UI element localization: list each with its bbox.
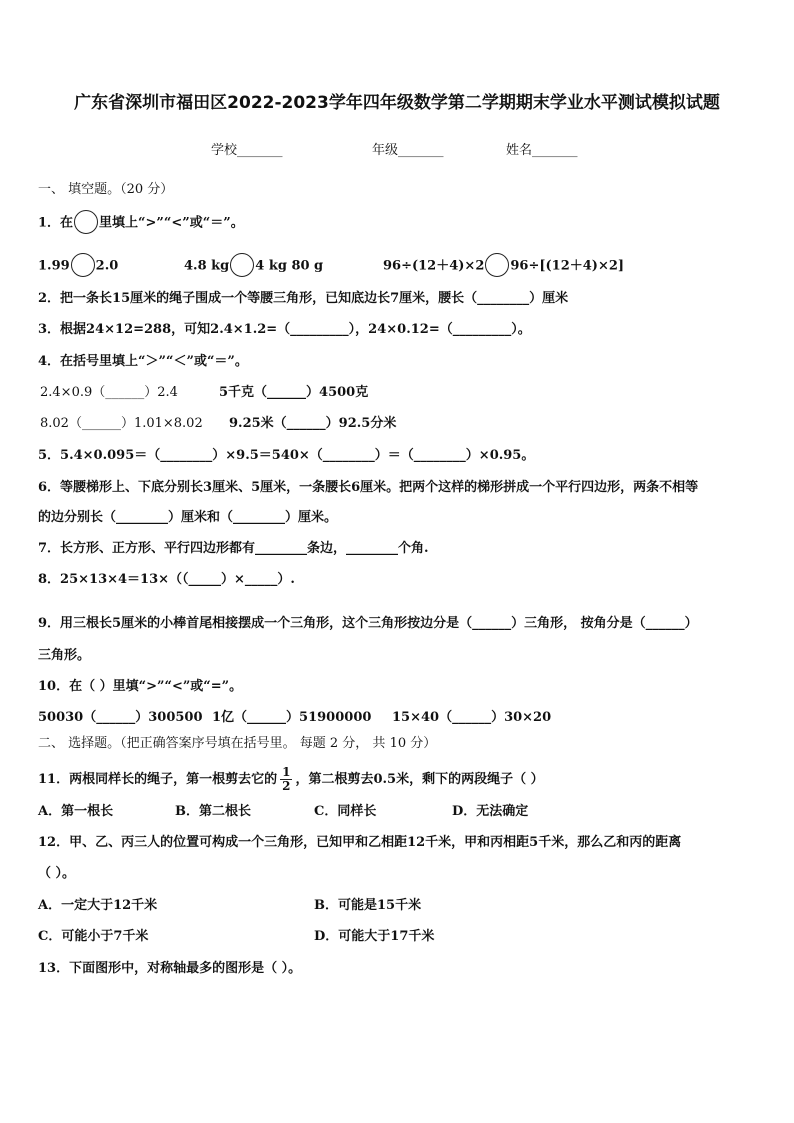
answer-circle — [485, 253, 509, 277]
question-9-line-1: 9．用三根长5厘米的小棒首尾相接摆成一个三角形，这个三角形按边分是（______）三角形， 按角分是（______） — [38, 616, 698, 631]
question-11-option-d: D．无法确定 — [452, 804, 529, 819]
question-13: 13．下面图形中，对称轴最多的图形是（ ）。 — [38, 961, 302, 976]
question-12-line-1: 12．甲、乙、丙三人的位置可构成一个三角形，已知甲和乙相距12千米，甲和丙相距5千米，那么乙和丙的距离 — [38, 835, 682, 850]
item-1-left: 1.99 — [38, 258, 70, 274]
question-4-row-1-a: 2.4×0.9（______）2.4 — [40, 385, 178, 400]
page-title: 广东省深圳市福田区2022-2023学年四年级数学第二学期期末学业水平测试模拟试题 — [74, 93, 720, 113]
question-6-line-1: 6．等腰梯形上、下底分别长3厘米、5厘米，一条腰长6厘米。把两个这样的梯形拼成一个平行四边形，两条不相等 — [38, 480, 699, 495]
question-11-option-b: B．第二根长 — [175, 804, 251, 819]
question-9-line-2: 三角形。 — [38, 648, 91, 663]
question-10-item-1: 50030（______）300500 — [38, 710, 203, 725]
section-heading-multiple-choice: 二、 选择题。（把正确答案序号填在括号里。 每题 2 分， 共 10 分） — [38, 736, 437, 751]
question-1-item-3 — [383, 254, 624, 278]
fraction-numerator: 1 — [282, 765, 291, 779]
item-2-right: 4 kg 80 g — [255, 258, 324, 274]
answer-circle — [74, 210, 98, 234]
question-8: 8．25×13×4＝13×（（_____）×_____）. — [38, 572, 295, 587]
question-1-item-2 — [184, 254, 323, 278]
question-11-stem-a: 11．两根同样长的绳子，第一根剪去它的 — [38, 772, 278, 787]
question-4-row-2-a: 8.02（______）1.01×8.02 — [40, 416, 203, 431]
question-12-option-d: D．可能大于17千米 — [314, 929, 435, 944]
question-11-option-a: A．第一根长 — [38, 804, 114, 819]
question-7: 7．长方形、正方形、平行四边形都有________条边，________个角. — [38, 541, 429, 556]
answer-circle — [230, 253, 254, 277]
item-1-right: 2.0 — [95, 258, 119, 274]
question-11-stem — [38, 766, 544, 793]
question-10-item-2: 1亿（______）51900000 — [212, 710, 372, 725]
question-1-stem-b: 里填上“>”“<”或“＝”。 — [99, 215, 244, 231]
fraction-one-half — [280, 766, 292, 793]
question-11-option-c: C．同样长 — [314, 804, 377, 819]
item-3-right: 96÷[(12＋4)×2] — [510, 258, 625, 274]
question-3: 3．根据24×12=288，可知2.4×1.2=（_________），24×0.12=（_________）。 — [38, 322, 531, 337]
question-12-line-2: （ ）。 — [38, 866, 76, 881]
section-heading-fill-in: 一、 填空题。（20 分） — [38, 182, 174, 197]
fraction-denominator: 2 — [282, 779, 291, 793]
question-1-stem — [38, 211, 244, 235]
question-11-stem-b: ，第二根剪去0.5米，剩下的两段绳子（ ） — [295, 772, 544, 787]
question-1-item-1 — [38, 254, 118, 278]
question-2: 2．把一条长15厘米的绳子围成一个等腰三角形，已知底边长7厘米，腰长（________）厘米 — [38, 291, 569, 306]
answer-circle — [71, 253, 95, 277]
question-12-option-a: A．一定大于12千米 — [38, 898, 158, 913]
question-10-stem: 10．在（ ）里填“>”“<”或“=”。 — [38, 679, 243, 694]
question-6-line-2: 的边分别长（________）厘米和（________）厘米。 — [38, 510, 338, 525]
grade-field: 年级_______ — [372, 143, 444, 158]
question-4-stem: 4．在括号里填上“＞”“＜”或“＝”。 — [38, 354, 248, 369]
question-5: 5．5.4×0.095＝（________）×9.5＝540×（________）＝（________）×0.95。 — [38, 448, 535, 463]
item-2-left: 4.8 kg — [184, 258, 230, 274]
question-4-row-2-b: 9.25米（______）92.5分米 — [229, 416, 397, 431]
name-field: 姓名_______ — [506, 143, 578, 158]
school-field: 学校_______ — [211, 143, 283, 158]
question-12-option-c: C．可能小于7千米 — [38, 929, 149, 944]
question-4-row-1-b: 5千克（______）4500克 — [219, 385, 369, 400]
question-1-stem-a: 1．在 — [38, 215, 74, 231]
question-10-item-3: 15×40（______）30×20 — [392, 710, 552, 725]
item-3-left: 96÷(12＋4)×2 — [383, 258, 485, 274]
question-12-option-b: B．可能是15千米 — [314, 898, 422, 913]
